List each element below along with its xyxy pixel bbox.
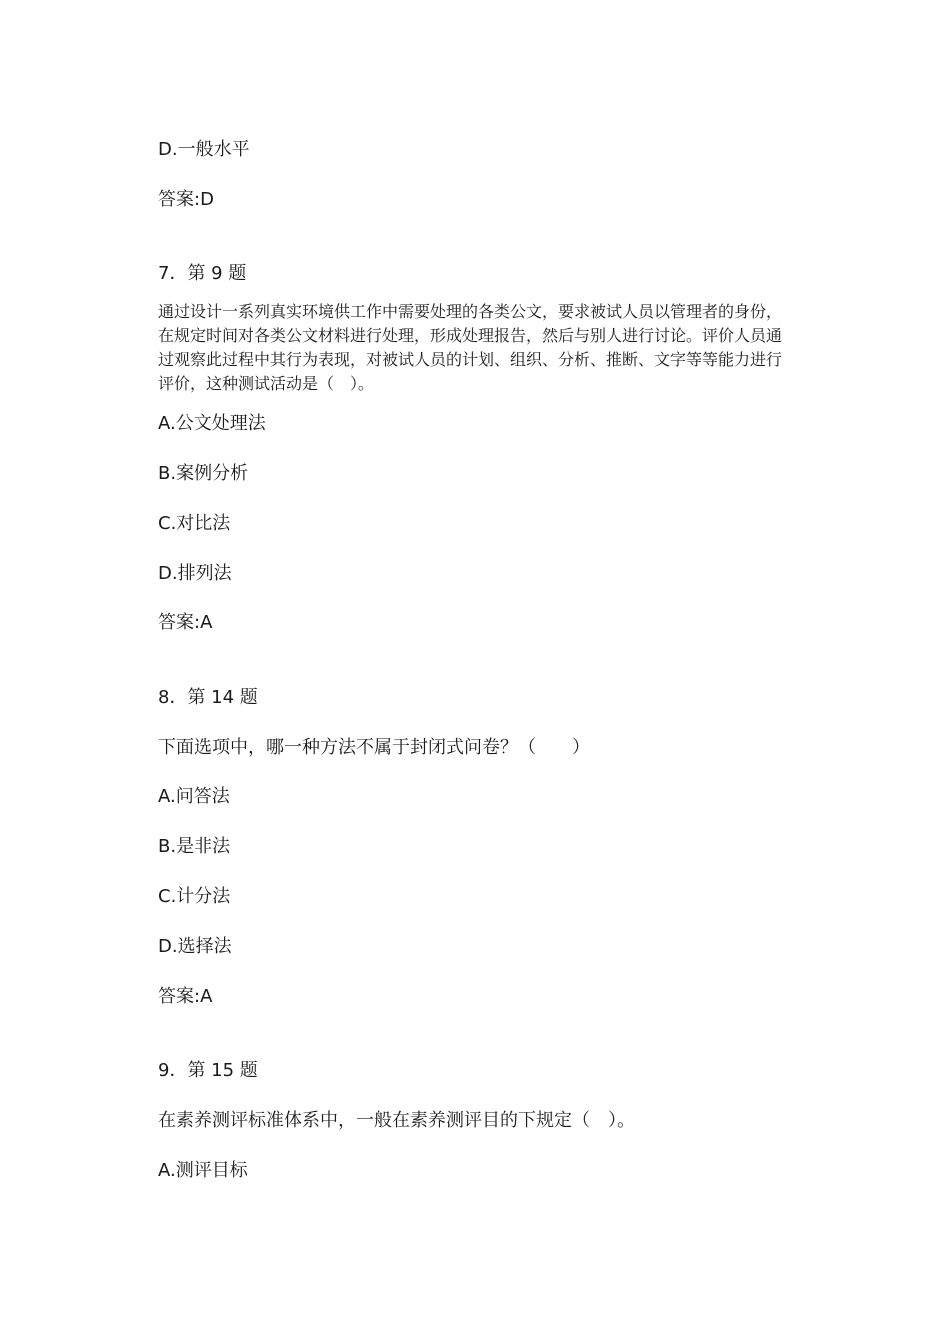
question-8-stem: 下面选项中，哪一种方法不属于封闭式问卷？（ ） (158, 737, 590, 758)
question-9-option-a: A.测评目标 (158, 1160, 248, 1181)
question-9-stem: 在素养测评标准体系中，一般在素养测评目的下规定（ ）。 (158, 1110, 635, 1131)
question-7-option-b: B.案例分析 (158, 463, 249, 484)
question-7-stem: 通过设计一系列真实环境供工作中需要处理的各类公文，要求被试人员以管理者的身份，在规定时间对各类公文材料进行处理，形成处理报告，然后与别人进行讨论。评价人员通过观察此过程中其行为表现，对被试人员的计划、组织、分析、推断、文字等等能力进行评价，这种测试活动是（ ）。 (158, 302, 783, 393)
question-7-number: 7．第 9 题 (158, 263, 247, 284)
question-8-option-b: B.是非法 (158, 836, 231, 857)
option-d: D.一般水平 (158, 139, 250, 160)
answer: 答案:D (158, 189, 214, 210)
question-7-option-a: A.公文处理法 (158, 413, 266, 434)
question-8-option-d: D.选择法 (158, 936, 232, 957)
question-7-option-c: C.对比法 (158, 513, 231, 534)
question-8-option-c: C.计分法 (158, 886, 231, 907)
question-8-number: 8．第 14 题 (158, 687, 258, 708)
question-8-answer: 答案:A (158, 986, 213, 1007)
question-7-option-d: D.排列法 (158, 563, 232, 584)
question-7-answer: 答案:A (158, 612, 213, 633)
question-9-number: 9．第 15 题 (158, 1060, 258, 1081)
question-8-option-a: A.问答法 (158, 786, 230, 807)
